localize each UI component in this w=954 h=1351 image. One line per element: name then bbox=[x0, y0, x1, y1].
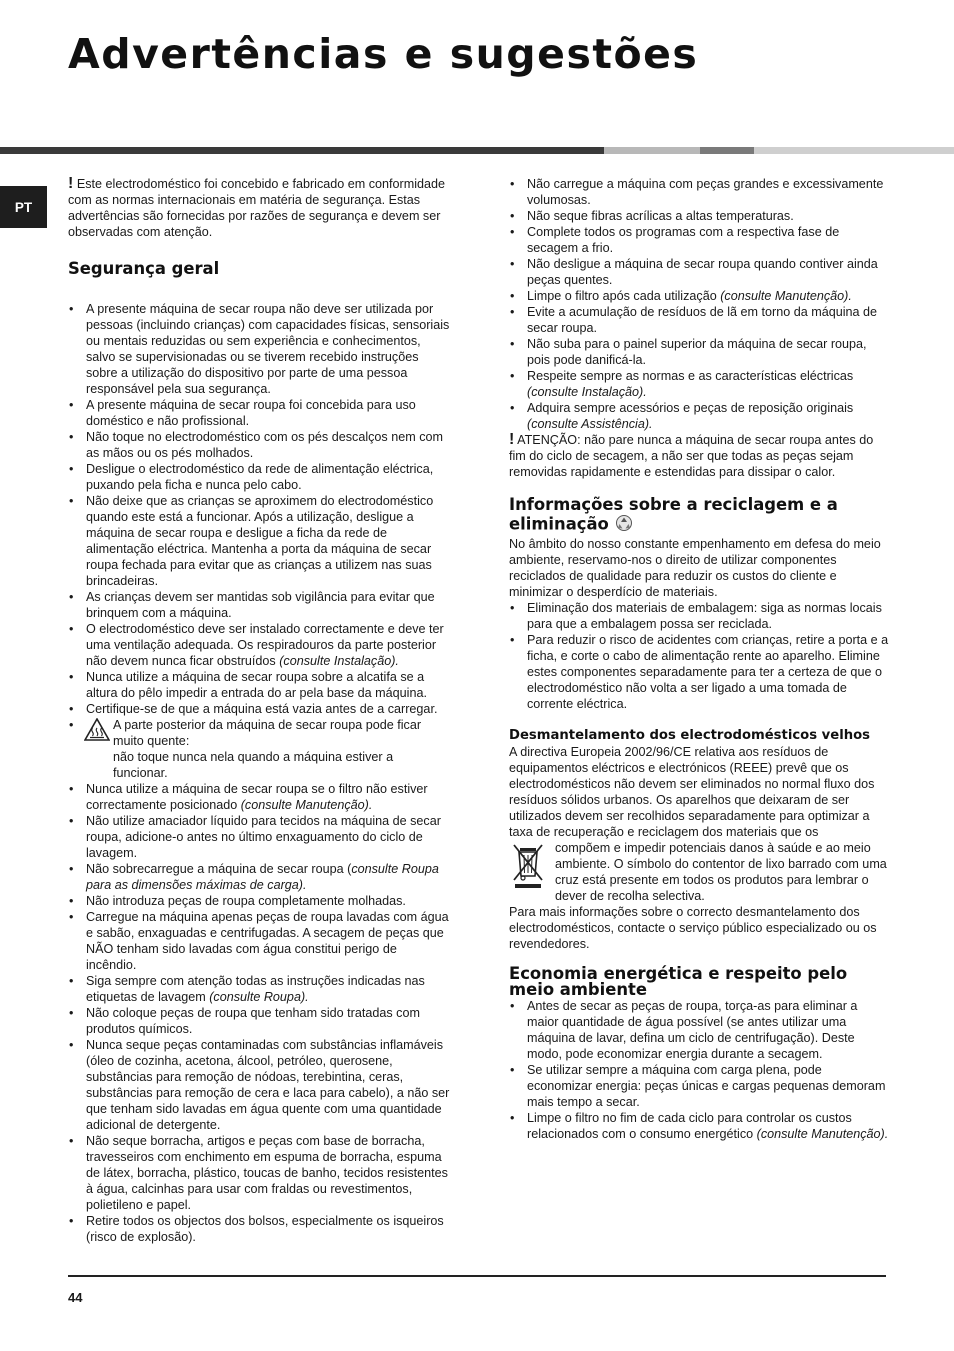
exclamation-mark: ! bbox=[509, 431, 515, 448]
list-item: • A presente máquina de secar roupa foi concebida para uso doméstico e não profissional. bbox=[68, 397, 450, 429]
list-item: • Limpe o filtro no fim de cada ciclo para controlar os custos relacionados com o consumo energético (consulte Manutenção). bbox=[509, 1110, 889, 1142]
weee-block bbox=[509, 840, 889, 904]
list-item: • Para reduzir o risco de acidentes com crianças, retire a porta e a ficha, e corte o cabo de alimentação rente ao aparelho. Elimine estes componentes separadamente para ter a certeza de que o electrodoméstico não volta a ser ligado a uma tomada de corrente eléctrica. bbox=[509, 632, 889, 712]
list-item: • Complete todos os programas com a respectiva fase de secagem a frio. bbox=[509, 224, 889, 256]
attention-paragraph: ! ATENÇÃO: não pare nunca a máquina de secar roupa antes do fim do ciclo de secagem, a não ser que todas as peças sejam removidas rapidamente e estendidas para dissipar o calor. bbox=[509, 431, 874, 479]
list-item: • Certifique-se de que a máquina está vazia antes de a carregar. bbox=[68, 701, 450, 717]
header-rule-light-end bbox=[754, 147, 954, 154]
list-item: • Não carregue a máquina com peças grandes e excessivamente volumosas. bbox=[509, 176, 889, 208]
recycling-heading: Informações sobre a reciclagem e a eliminação bbox=[509, 496, 889, 536]
list-item: • Não coloque peças de roupa que tenham sido tratadas com produtos químicos. bbox=[68, 1005, 450, 1037]
disposal-paragraph: compõem e impedir potenciais danos à saúde e ao meio ambiente. O símbolo do contentor de lixo barrado com uma cruz está presente em todos os produtos para lembrar o dever de recolha selectiva. bbox=[555, 841, 887, 903]
disposal-paragraph: A directiva Europeia 2002/96/CE relativa aos resíduos de equipamentos eléctricos e electrónicos (REEE) prevê que os electrodomésticos não devem ser eliminados no normal fluxo dos resíduos sólidos urbanos. Os aparelhos que deixaram de ser utilizados devem ser recolhidos separadamente para optimizar a taxa de recuperação e reciclagem dos materiais que os bbox=[509, 745, 875, 839]
list-item: • Não sobrecarregue a máquina de secar roupa (consulte Roupa para as dimensões máximas de carga). bbox=[68, 861, 450, 893]
page-title: Advertências e sugestões bbox=[68, 30, 699, 78]
list-item: • Desligue o electrodoméstico da rede de alimentação eléctrica, puxando pela ficha e nunca pelo cabo. bbox=[68, 461, 450, 493]
header-rule-light bbox=[604, 147, 700, 154]
list-item: • Não deixe que as crianças se aproximem do electrodoméstico quando este está a funcionar. Após a utilização, desligue a máquina de secar roupa e desligue a ficha da rede de alimentação eléctrica. Mantenha a porta da máquina de secar roupa fechada para evitar que as crianças a utilizem nas suas brincadeiras. bbox=[68, 493, 450, 589]
list-item: • Evite a acumulação de resíduos de lã em torno da máquina de secar roupa. bbox=[509, 304, 889, 336]
list-item: • Respeite sempre as normas e as características eléctricas (consulte Instalação). bbox=[509, 368, 889, 400]
list-item: • Não toque no electrodoméstico com os pés descalços nem com as mãos ou os pés molhados. bbox=[68, 429, 450, 461]
list-item: • O electrodoméstico deve ser instalado correctamente e deve ter uma ventilação adequada. Os respiradouros da parte posterior não devem nunca ficar obstruídos (consulte Instalação). bbox=[68, 621, 450, 669]
energy-heading: Economia energética e respeito pelo meio ambiente bbox=[509, 964, 848, 999]
list-item-hot-surface: • A parte posterior da máquina de secar roupa pode ficar muito quente: não toque nunca nela quando a máquina estiver a funcionar. bbox=[68, 717, 450, 781]
disposal-paragraph: Para mais informações sobre o correcto desmantelamento dos electrodomésticos, contacte o serviço público especializado ou os revendedores. bbox=[509, 905, 877, 951]
safety-heading: Segurança geral bbox=[68, 259, 220, 278]
list-item: • Nunca utilize a máquina de secar roupa sobre a alcatifa se a altura do pêlo impedir a entrada do ar pela base da máquina. bbox=[68, 669, 450, 701]
safety-list bbox=[68, 301, 450, 1245]
exclamation-mark: ! bbox=[68, 175, 74, 192]
list-item: • Nunca seque peças contaminadas com substâncias inflamáveis (óleo de cozinha, acetona, álcool, petróleo, querosene, substâncias para remoção de nódoas, terebintina, ceras, substâncias para remoção de cera e laca para cabelo), a não ser que tenham sido lavadas em água quente com uma quantidade adicional de detergente. bbox=[68, 1037, 450, 1133]
header-rule-dark bbox=[0, 147, 604, 154]
list-item: • Não seque borracha, artigos e peças com base de borracha, travesseiros com enchimento em espuma de borracha, espuma de látex, borracha, plástico, toucas de banho, tecidos resistentes à água, calcinhas para usar com fraldas ou revestimentos, polietileno e papel. bbox=[68, 1133, 450, 1213]
language-tab: PT bbox=[0, 186, 47, 228]
page-number: 44 bbox=[68, 1290, 83, 1305]
list-item: • Se utilizar sempre a máquina com carga plena, pode economizar energia: peças únicas e cargas pequenas demoram mais tempo a secar. bbox=[509, 1062, 889, 1110]
list-item: • Siga sempre com atenção todas as instruções indicadas nas etiquetas de lavagem (consulte Roupa). bbox=[68, 973, 450, 1005]
right-column bbox=[509, 176, 889, 1142]
list-item: • Adquira sempre acessórios e peças de reposição originais (consulte Assistência). bbox=[509, 400, 889, 432]
usage-list bbox=[509, 176, 889, 432]
intro-paragraph: ! Este electrodoméstico foi concebido e fabricado em conformidade com as normas internacionais em matéria de segurança. Estas advertências são fornecidas por razões de segurança e devem ser observadas com atenção. bbox=[68, 175, 446, 239]
list-item: • Não suba para o painel superior da máquina de secar roupa, pois pode danificá-la. bbox=[509, 336, 889, 368]
recycling-list bbox=[509, 600, 889, 712]
list-item: • Retire todos os objectos dos bolsos, especialmente os isqueiros (risco de explosão). bbox=[68, 1213, 450, 1245]
crossed-bin-icon bbox=[511, 842, 545, 894]
list-item: • Não desligue a máquina de secar roupa quando contiver ainda peças quentes. bbox=[509, 256, 889, 288]
footer-rule bbox=[68, 1275, 886, 1277]
list-item: • Carregue na máquina apenas peças de roupa lavadas com água e sabão, enxaguadas e centrifugadas. A secagem de peças que NÃO tenham sido lavadas com água constitui perigo de incêndio. bbox=[68, 909, 450, 973]
list-item: • Antes de secar as peças de roupa, torça-as para eliminar a maior quantidade de água possível (se antes utilizar uma máquina de lavar, defina um ciclo de centrifugação). Deste modo, pode economizar energia durante a secagem. bbox=[509, 998, 889, 1062]
energy-list bbox=[509, 998, 889, 1142]
list-item: • Não seque fibras acrílicas a altas temperaturas. bbox=[509, 208, 889, 224]
left-column bbox=[68, 176, 450, 1245]
list-item: • Não utilize amaciador líquido para tecidos na máquina de secar roupa, adicione-o antes no último enxaguamento do ciclo de lavagem. bbox=[68, 813, 450, 861]
recycling-intro: No âmbito do nosso constante empenhamento em defesa do meio ambiente, reservamo-nos o direito de utilizar componentes reciclados de qualidade para reduzir os custos do cliente e minimizar o desperdício de materiais. bbox=[509, 537, 881, 599]
hot-surface-warning-icon bbox=[84, 718, 110, 745]
list-item: • Nunca utilize a máquina de secar roupa se o filtro não estiver correctamente posicionado (consulte Manutenção). bbox=[68, 781, 450, 813]
list-item: • As crianças devem ser mantidas sob vigilância para evitar que brinquem com a máquina. bbox=[68, 589, 450, 621]
disposal-heading: Desmantelamento dos electrodomésticos velhos bbox=[509, 728, 871, 743]
header-rule-mid bbox=[700, 147, 754, 154]
list-item: • Eliminação dos materiais de embalagem: siga as normas locais para que a embalagem possa ser reciclada. bbox=[509, 600, 889, 632]
recycle-icon bbox=[615, 514, 633, 536]
list-item: • Não introduza peças de roupa completamente molhadas. bbox=[68, 893, 450, 909]
list-item: • Limpe o filtro após cada utilização (consulte Manutenção). bbox=[509, 288, 889, 304]
list-item: • A presente máquina de secar roupa não deve ser utilizada por pessoas (incluindo crianças) com capacidades físicas, sensoriais ou mentais reduzidas ou sem experiência e conhecimentos, salvo se supervisionadas ou se tiverem recebido instruções sobre a utilização do dispositivo por parte de uma pessoa responsável pela sua segurança. bbox=[68, 301, 450, 397]
